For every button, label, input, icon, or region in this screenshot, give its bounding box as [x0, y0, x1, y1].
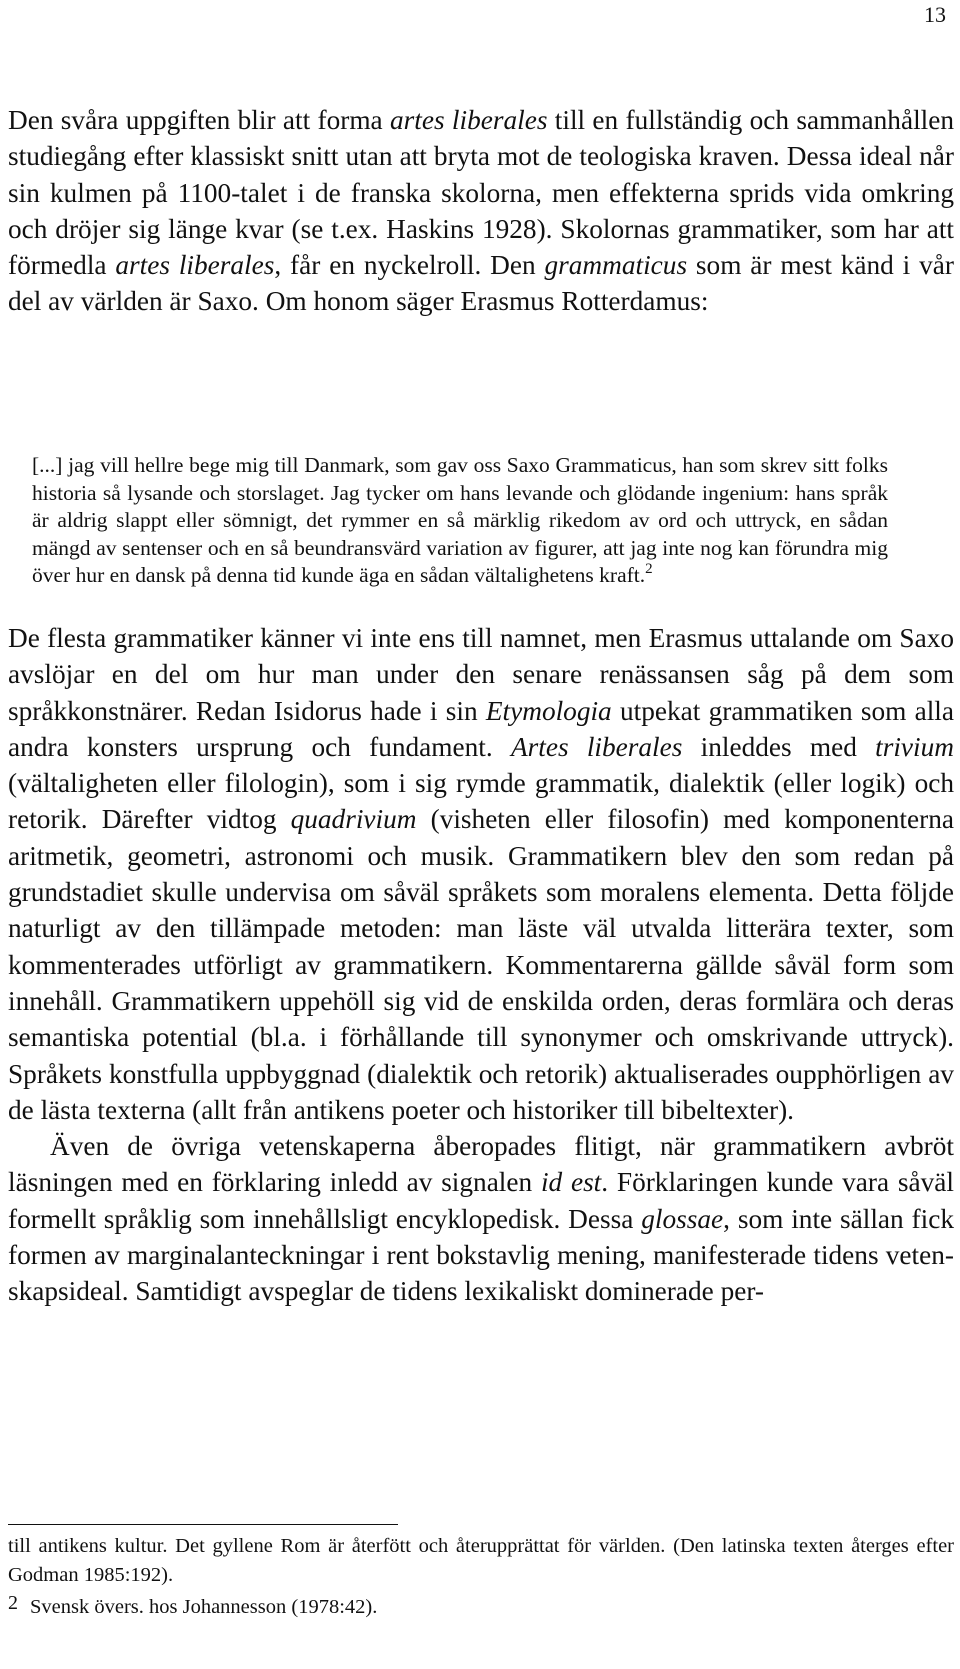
paragraph1-italic-run: artes liberales: [390, 105, 548, 135]
paragraph3-text-run: Även de övriga vetenskaperna åberopades flitigt, när grammatikern avbröt läsningen med en förklaring inledd av signalen: [8, 1131, 954, 1198]
paragraph-3: [8, 1128, 954, 1309]
paragraph2-italic-run: Etymologia: [485, 695, 612, 726]
footnote-separator: [8, 1524, 398, 1525]
paragraph-1: [8, 102, 954, 320]
paragraph2-text-run: (vältaligheten eller filologin), som i sig rymde grammatik, dialektik (eller logik) och retorik. Därefter vidtog: [8, 768, 954, 835]
page-number: 13: [924, 2, 946, 27]
paragraph1-italic-run: grammaticus: [544, 250, 688, 281]
block-quote: [32, 452, 888, 590]
paragraph2-italic-run: trivium: [875, 731, 954, 762]
footnote-2: [8, 1589, 954, 1622]
paragraph1-text-run: som är mest känd i vår del av världen är Saxo. Om honom säger Erasmus Rotterdamus:: [8, 250, 954, 317]
footnote-continuation: till antikens kultur. Det gyllene Rom är återfött och återupprättat för världen. (Den latinska texten återges efter Godman 1985:192).: [8, 1535, 954, 1586]
paragraph-2: [8, 620, 954, 1128]
paragraph-intro: [8, 102, 954, 320]
paragraph1-text-run: , får en nyckelroll. Den: [274, 250, 545, 281]
paragraph1-italic-run: artes liberales: [115, 250, 275, 281]
quote-text: [...] jag vill hellre bege mig till Danmark, som gav oss Saxo Grammaticus, han som skrev sitt folks historia så lysande och storslaget. Jag tycker om hans levande och glödande ingenium: hans språk är aldrig slappt eller sömnigt, det rymmer en så märklig rikedom av ord och uttryck, en sådan mängd av sentenser och en så beundransvärd variation av figurer, att jag inte nog kan förundra mig över hur en dansk på denna tid kunde äga en sådan vältalighetens kraft.: [32, 453, 888, 588]
paragraph2-text-run: De flesta grammatiker känner vi inte ens till namnet, men Erasmus uttalande om Saxo avslöjar en del om hur man under den senare renässansen såg på dem som språkkonstnärer. Redan Isidorus hade i sin: [8, 623, 954, 726]
paragraph2-italic-run: quadrivium: [290, 804, 417, 835]
paragraph3-text-run: , som inte sällan fick formen av marginalanteckningar i rent bokstavlig mening, manifesterade tidens vetenskapsideal. Samtidigt avspeglar de tidens lexikaliskt dominerade per-: [8, 1203, 954, 1307]
paragraph3-italic-run: glossae: [641, 1203, 724, 1234]
footnotes: [8, 1532, 954, 1622]
footnote-2-text: Svensk övers. hos Johannesson (1978:42).: [30, 1596, 378, 1618]
paragraph2-text-run: inleddes med: [682, 731, 876, 762]
paragraph2-italic-run: Artes liberales: [510, 731, 683, 762]
paragraph1-text-run: Den svåra uppgiften blir att forma: [8, 105, 390, 135]
paragraph2-text-run: utpekat grammatiken som alla andra konsters ursprung och fundament.: [8, 695, 955, 762]
paragraph3-italic-run: id est: [540, 1167, 602, 1198]
footnote-ref-2: 2: [645, 561, 653, 578]
paragraph3-text-run: . Förklaringen kunde vara såväl formellt språklig som innehållsligt encyklopedisk. Dessa: [8, 1167, 954, 1234]
main-text: [8, 620, 954, 1310]
paragraph2-text-run: (visheten eller filosofin) med komponenterna aritmetik, geometri, astronomi och musik. Grammatikern blev den som redan på grundstadiet skulle undervisa om såväl språkets som moralens elementa. Detta följde naturligt av den tillämpade metoden: man läste väl utvalda litterära texter, som kommenterades utförligt av grammatikern. Kommentarerna gällde såväl form som innehåll. Grammatikern uppehöll sig vid de enskilda orden, deras formlära och deras semantiska potential (bl.a. i förhållande till synonymer och omskrivande uttryck). Språkets konstfulla uppbyggnad (dialektik och retorik) aktualiserades oupphörligen av de lästa texterna (allt från antikens poeter och historiker till bibeltexter).: [8, 804, 954, 1125]
paragraph1-text-run: till en fullständig och sammanhållen studiegång efter klassiskt snitt utan att bryta mot de teologiska kraven. Dessa ideal når sin kulmen på 1100-talet i de franska skolorna, men effekterna sprids vida omkring och dröjer sig länge kvar (se t.ex. Haskins 1928). Skolornas grammatiker, som har att förmedla: [8, 105, 955, 281]
footnote-2-number: 2: [8, 1592, 18, 1614]
